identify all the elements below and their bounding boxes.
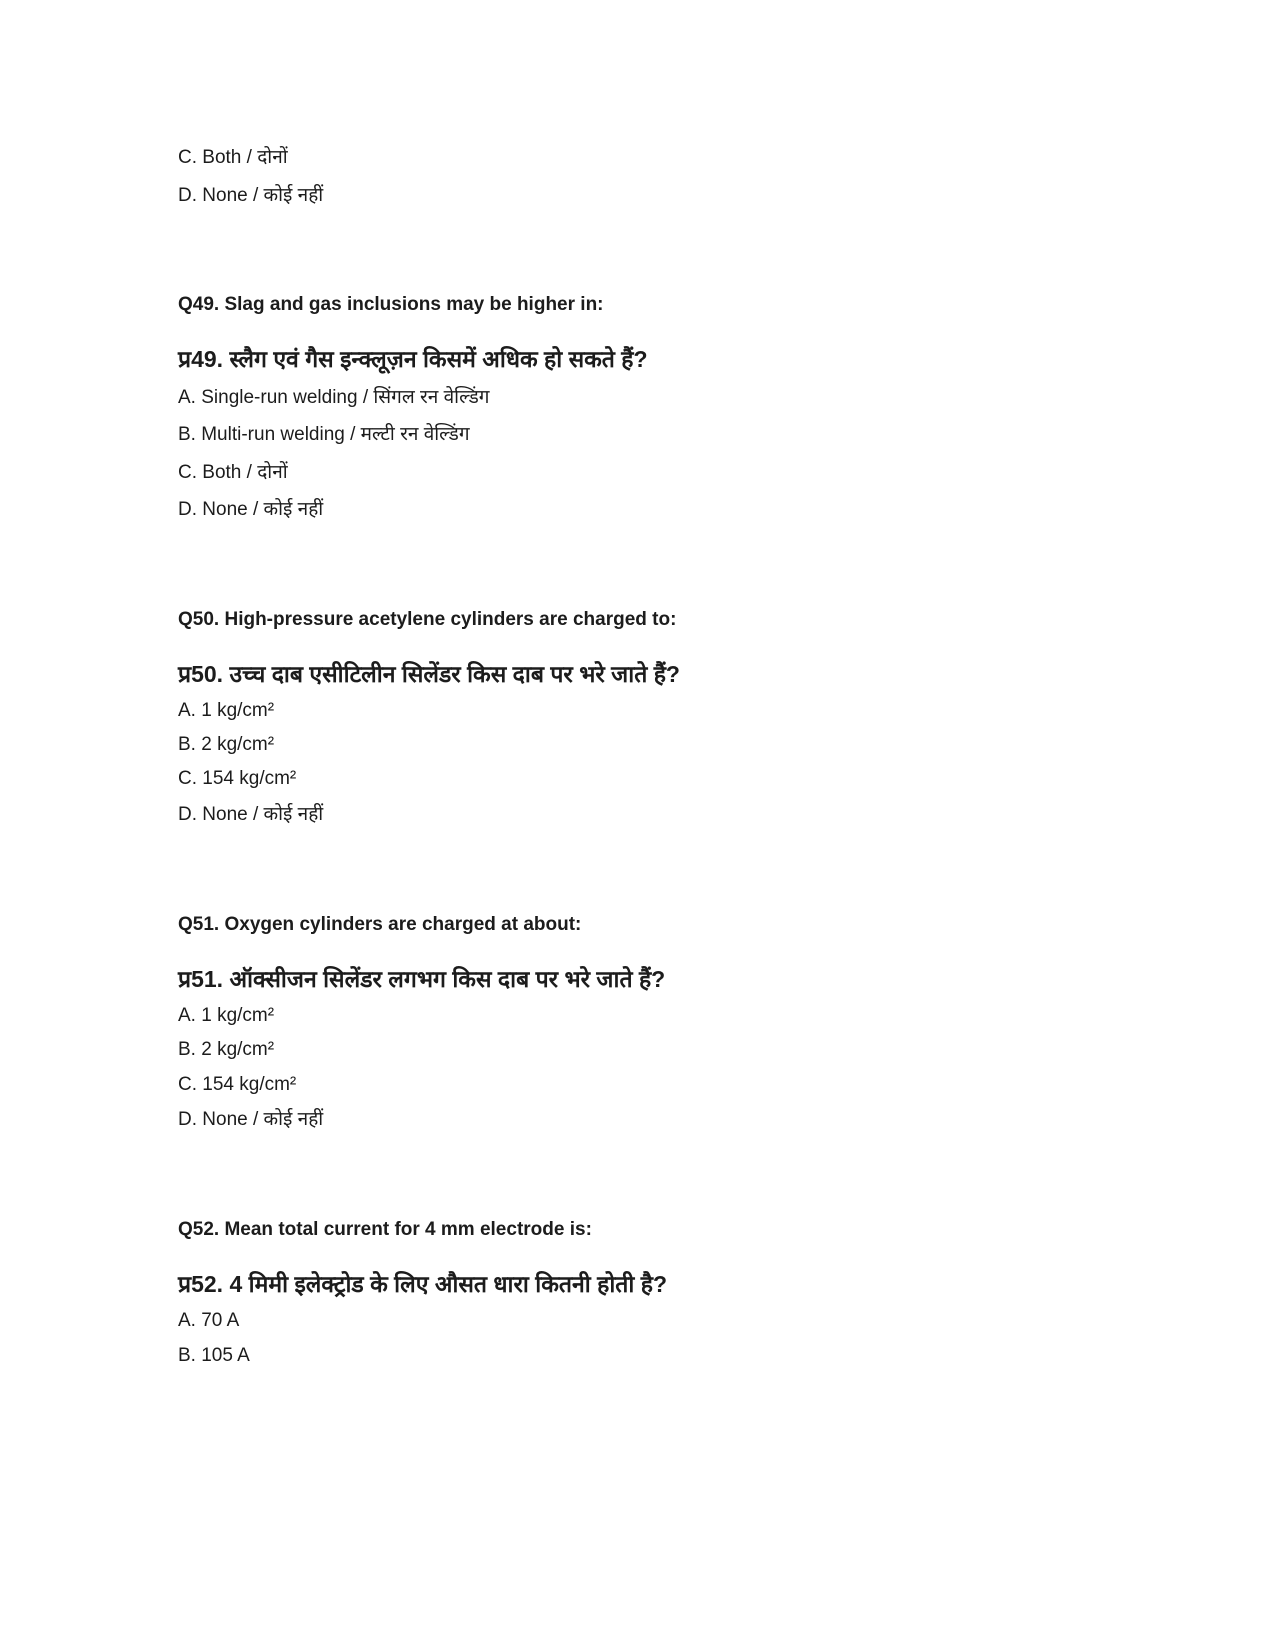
option: D. None / कोई नहीं (178, 499, 324, 520)
question-hindi: प्र52. 4 मिमी इलेक्ट्रोड के लिए औसत धारा कितनी होती है? (178, 1271, 667, 1297)
option: C. 154 kg/cm² (178, 768, 297, 789)
option: A. 1 kg/cm² (178, 700, 275, 721)
option: C. Both / दोनों (178, 462, 288, 483)
question-english: Q50. High-pressure acetylene cylinders are charged to: (178, 609, 677, 630)
question-hindi: प्र51. ऑक्सीजन सिलेंडर लगभग किस दाब पर भरे जाते हैं? (178, 966, 666, 992)
option: B. Multi-run welding / मल्टी रन वेल्डिंग (178, 424, 470, 445)
option: D. None / कोई नहीं (178, 1109, 324, 1130)
option: D. None / कोई नहीं (178, 185, 324, 206)
option: C. 154 kg/cm² (178, 1074, 297, 1095)
option: A. 70 A (178, 1310, 240, 1331)
option: C. Both / दोनों (178, 147, 288, 168)
option: A. 1 kg/cm² (178, 1005, 275, 1026)
question-hindi: प्र49. स्लैग एवं गैस इन्क्लूज़न किसमें अधिक हो सकते हैं? (178, 346, 648, 372)
option: B. 105 A (178, 1345, 250, 1366)
question-english: Q52. Mean total current for 4 mm electrode is: (178, 1219, 592, 1240)
question-english: Q49. Slag and gas inclusions may be higher in: (178, 294, 604, 315)
option: B. 2 kg/cm² (178, 734, 275, 755)
question-english: Q51. Oxygen cylinders are charged at about: (178, 914, 582, 935)
option: A. Single-run welding / सिंगल रन वेल्डिंग (178, 387, 490, 408)
option: D. None / कोई नहीं (178, 804, 324, 825)
option: B. 2 kg/cm² (178, 1039, 275, 1060)
question-hindi: प्र50. उच्च दाब एसीटिलीन सिलेंडर किस दाब पर भरे जाते हैं? (178, 661, 680, 687)
